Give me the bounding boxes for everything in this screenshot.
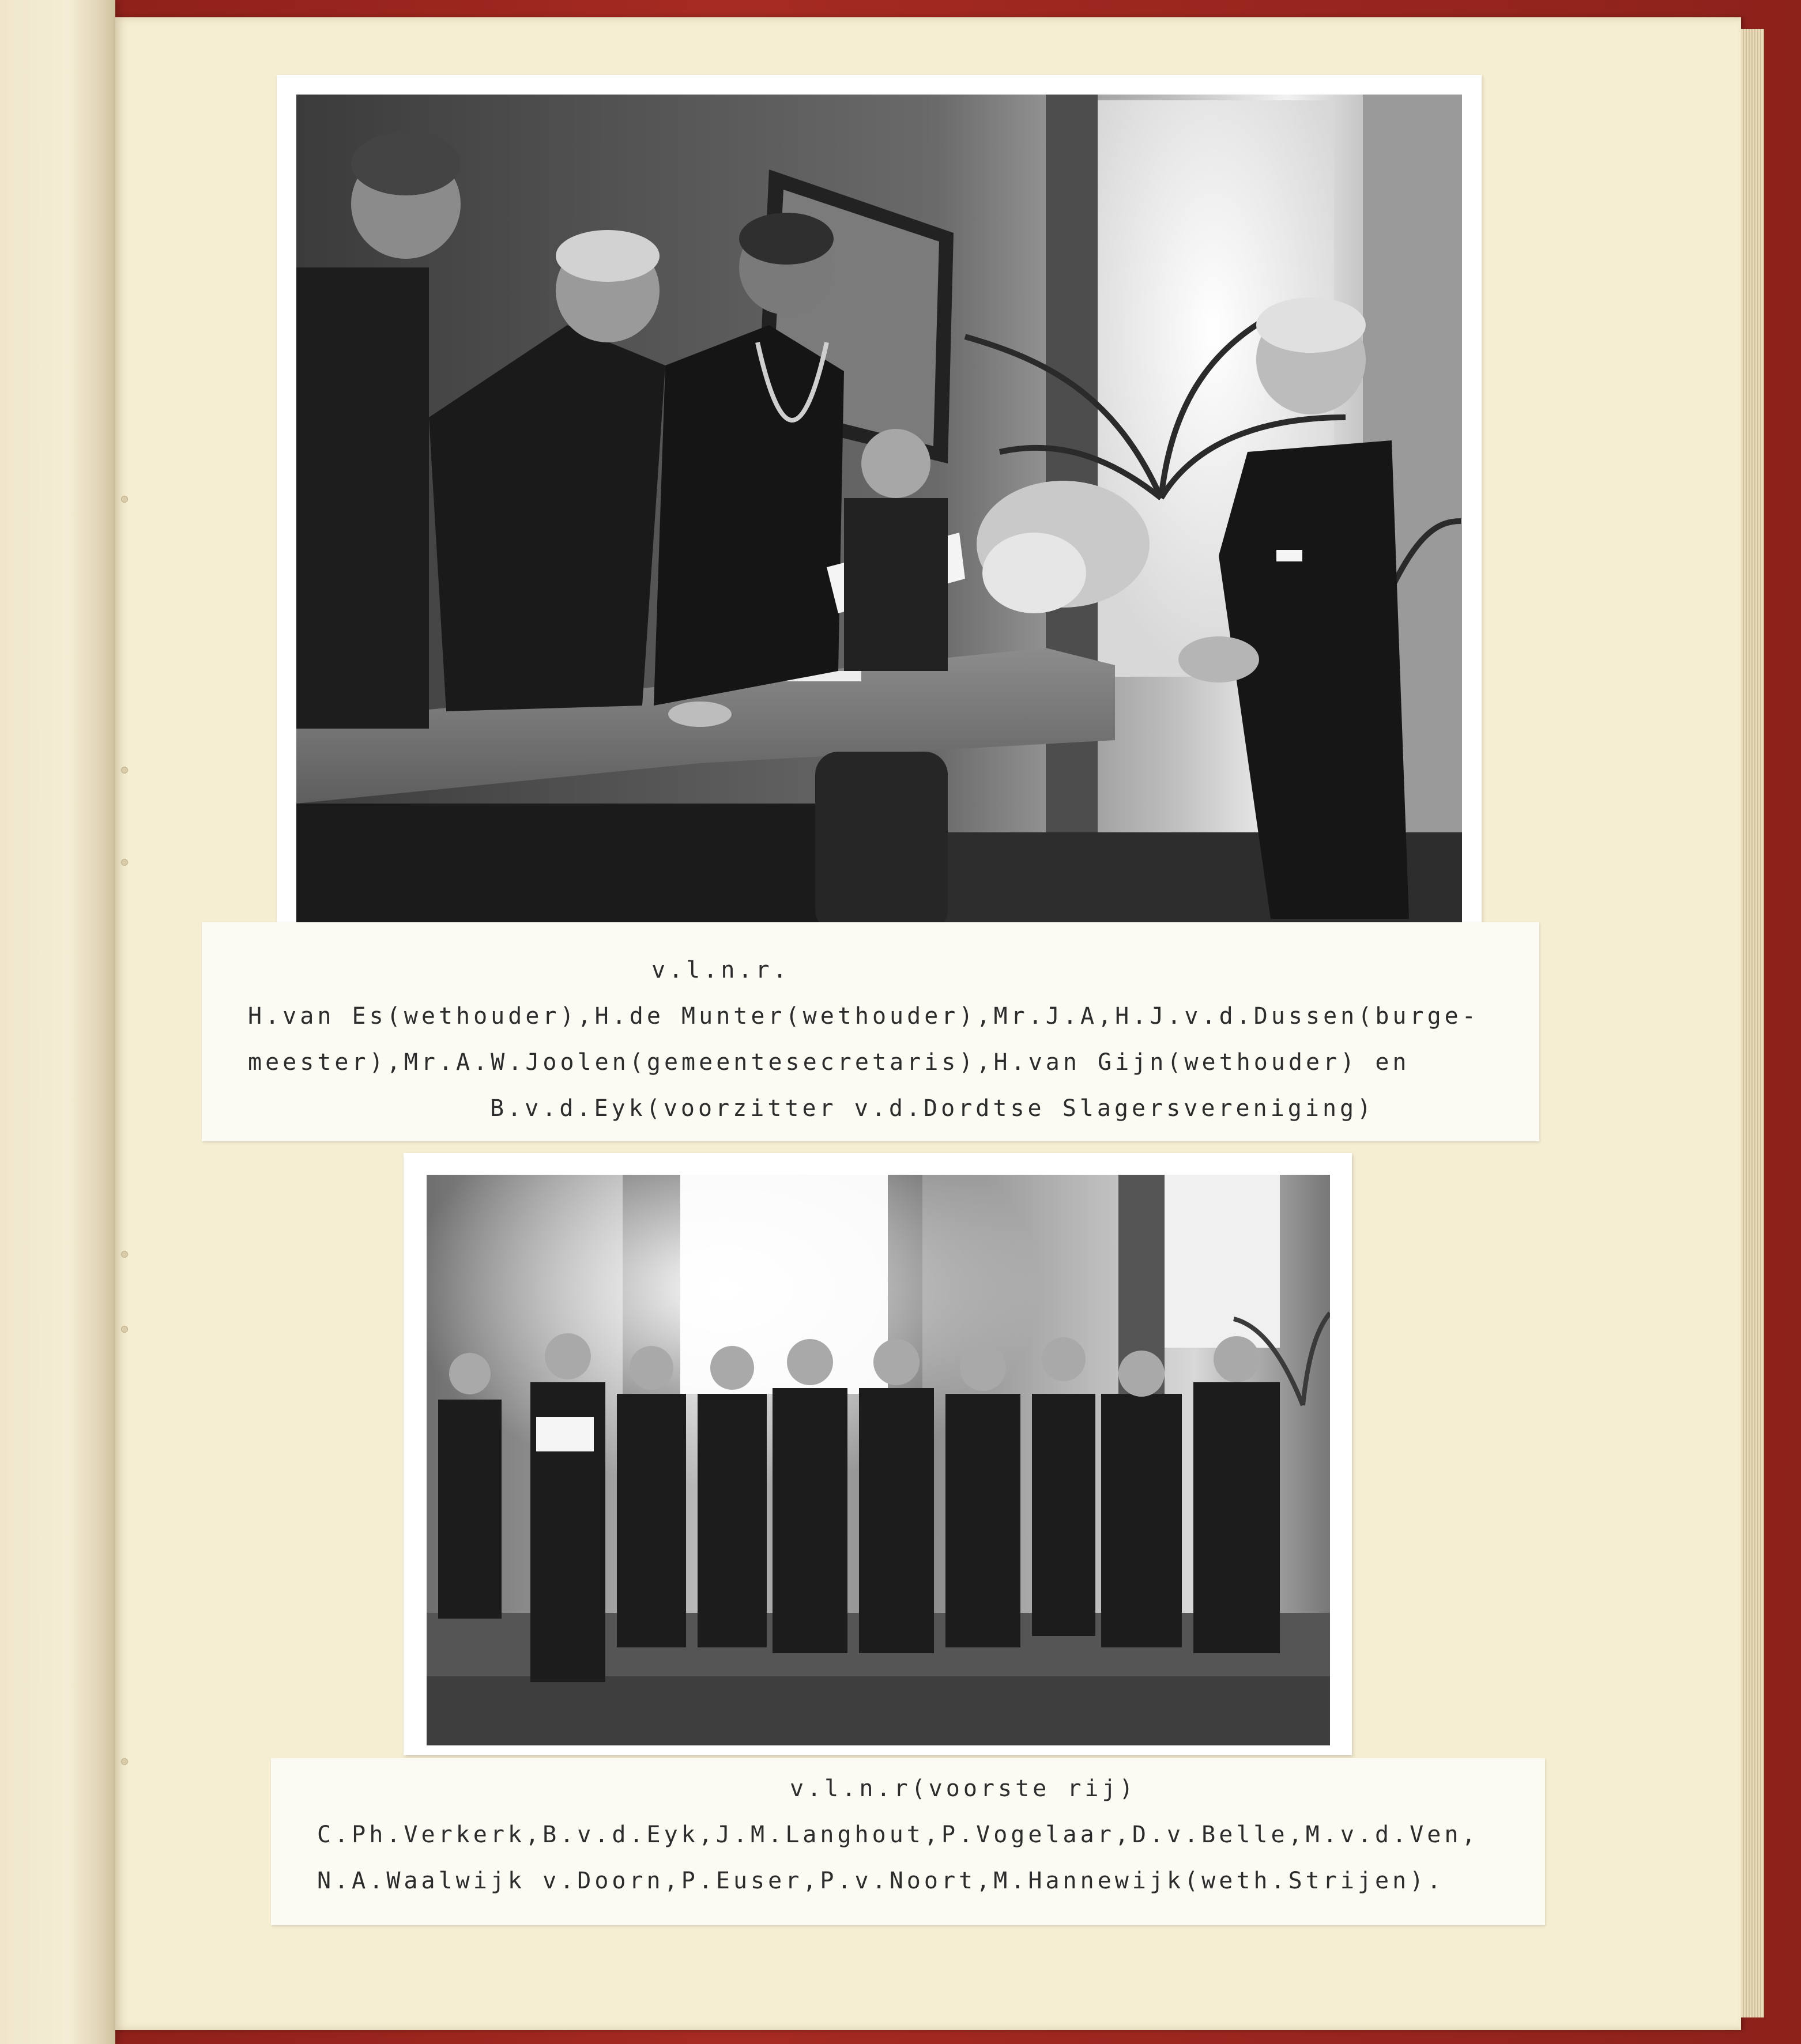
top-caption-strip xyxy=(202,922,1539,1141)
caption-line: C.Ph.Verkerk,B.v.d.Eyk,J.M.Langhout,P.Vogelaar,D.v.Belle,M.v.d.Ven, xyxy=(317,1822,1479,1848)
caption-heading: v.l.n.r. xyxy=(651,957,790,983)
bottom-caption-strip xyxy=(271,1758,1545,1925)
caption-line: meester),Mr.A.W.Joolen(gemeentesecretaris),H.van Gijn(wethouder) en xyxy=(248,1049,1410,1076)
binding-hole xyxy=(121,1326,128,1333)
album-left-page-edge xyxy=(0,0,115,2044)
binding-hole xyxy=(121,1758,128,1765)
binding-hole xyxy=(121,767,128,774)
caption-line: B.v.d.Eyk(voorzitter v.d.Dordtse Slagersvereniging) xyxy=(490,1095,1375,1122)
album-page-stack-edge xyxy=(1741,29,1764,2017)
binding-hole xyxy=(121,1251,128,1258)
bottom-photo-mount xyxy=(404,1153,1352,1755)
photo-group-standing xyxy=(427,1175,1330,1745)
caption-line: N.A.Waalwijk v.Doorn,P.Euser,P.v.Noort,M.Hannewijk(weth.Strijen). xyxy=(317,1868,1445,1894)
caption-heading: v.l.n.r(voorste rij) xyxy=(790,1775,1137,1802)
binding-hole xyxy=(121,496,128,503)
caption-line: H.van Es(wethouder),H.de Munter(wethouder),Mr.J.A,H.J.v.d.Dussen(burge- xyxy=(248,1003,1479,1029)
top-photo-mount xyxy=(277,75,1482,951)
photo-council-ceremony xyxy=(296,95,1462,933)
binding-hole xyxy=(121,859,128,866)
